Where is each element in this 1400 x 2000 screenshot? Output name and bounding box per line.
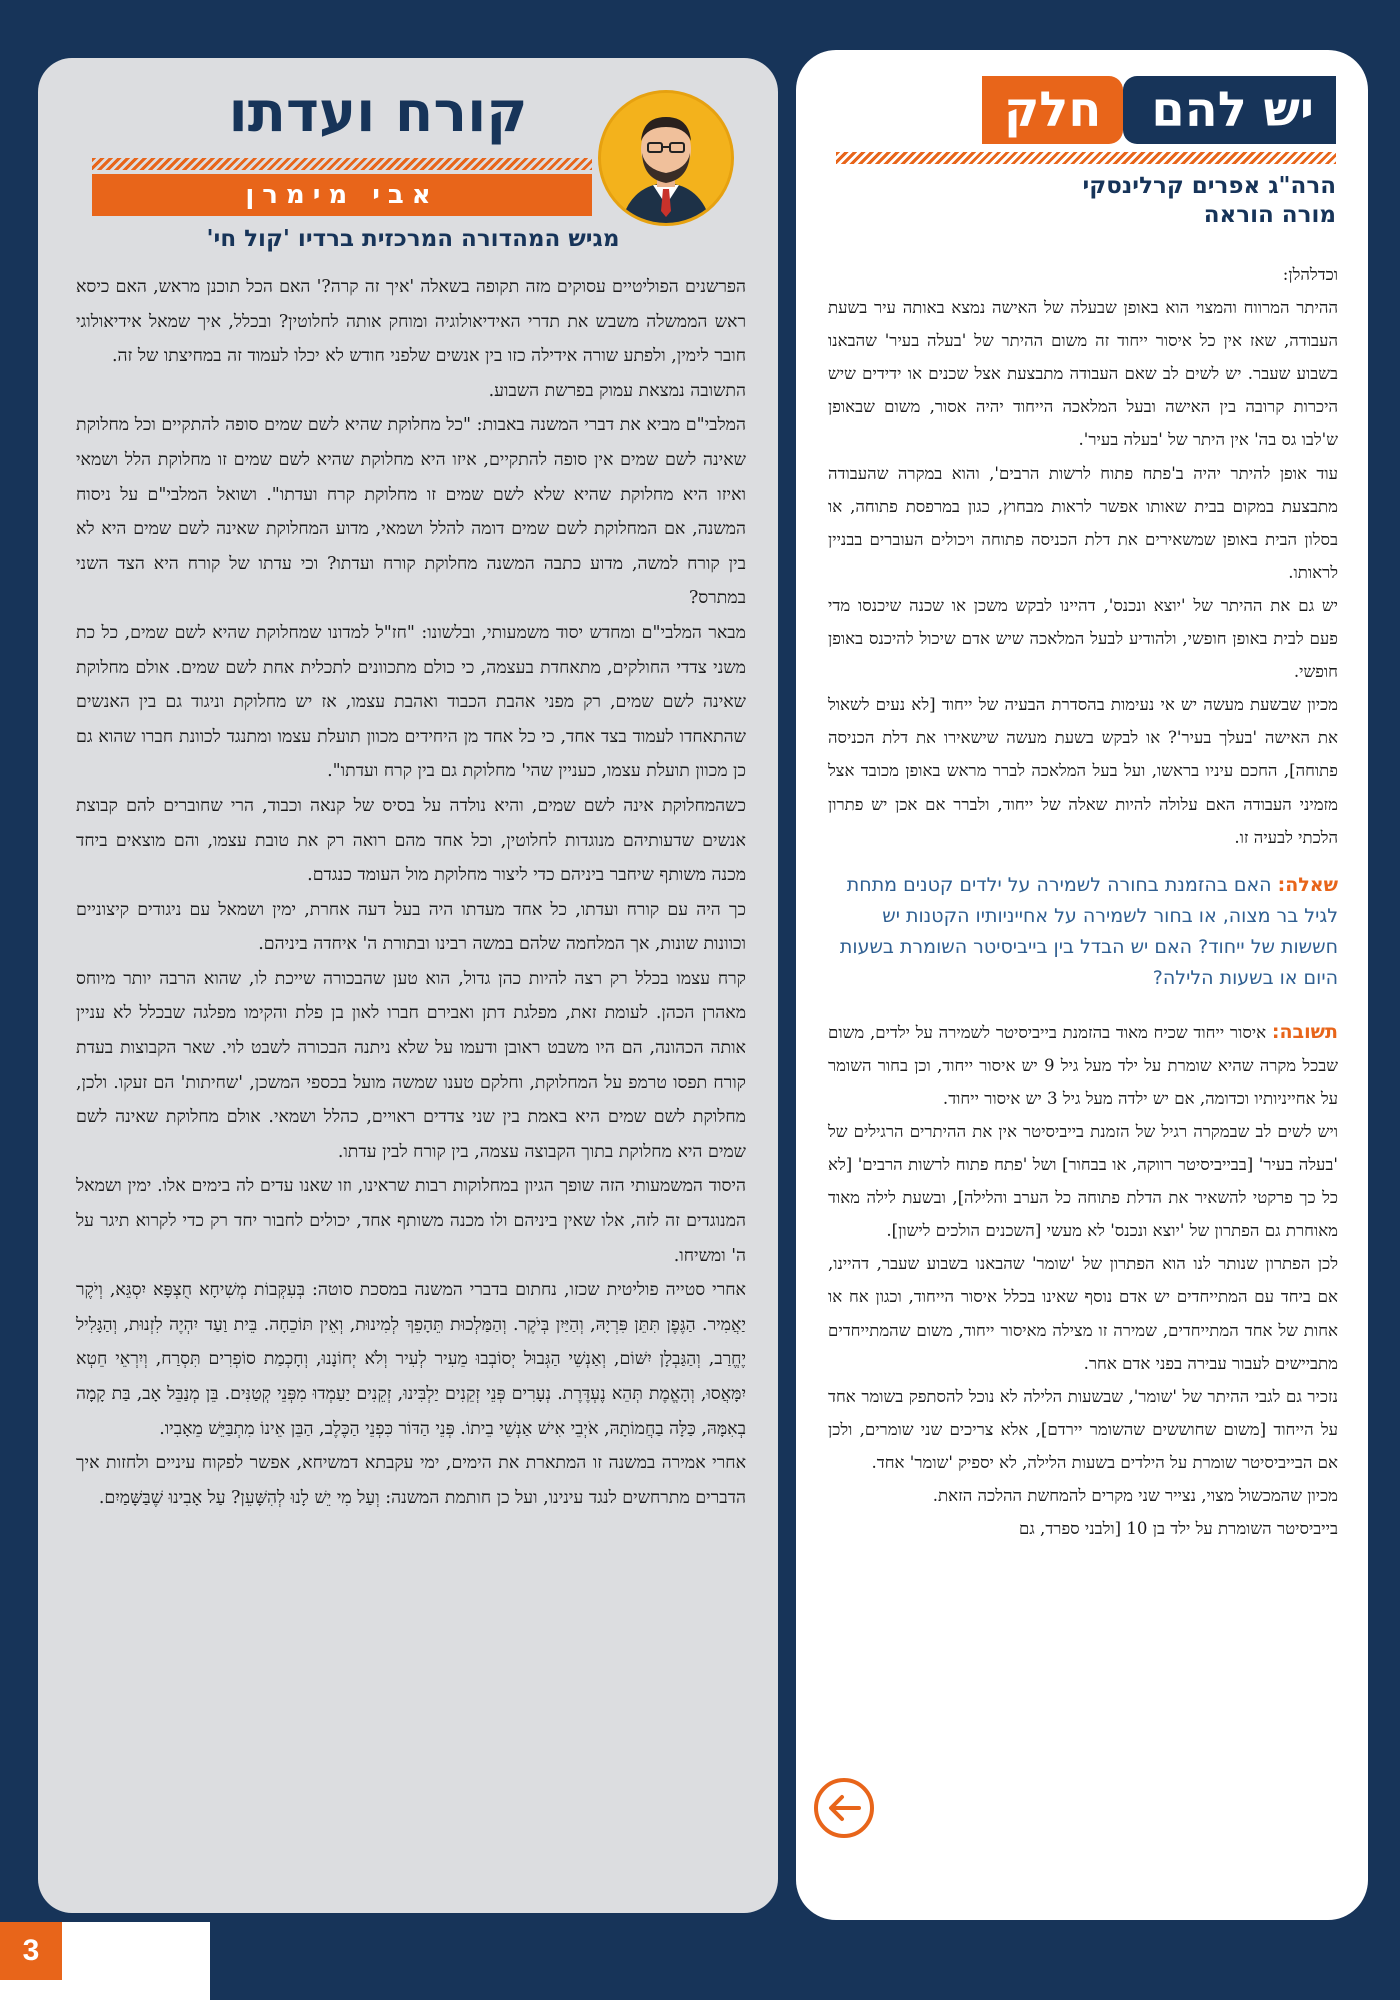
paragraph: ההיתר המרווח והמצוי הוא באופן שבעלה של האישה נמצא באותה עיר בשעת העבודה, שאז אין כל איסור ייחוד זה משום ההיתר של 'בעלה בעיר' שהבאנו בשבוע שעבר. יש לשים לב שאם העבודה מתבצעת אצל שכנים או ידידים שיש היכרות קרובה בין האישה ובעל המלאכה הייחוד יהיה אסור, משום שבאופן ש'לבו גס בה' אין היתר של 'בעלה בעיר'. xyxy=(828,298,1338,450)
column-title: קורח ועדתו xyxy=(228,80,528,145)
rabbi-name: הרה"ג אפרים קרלינסקי xyxy=(1082,173,1336,199)
question-label: שאלה: xyxy=(1277,873,1338,896)
answer-text: איסור ייחוד שכיח מאוד בהזמנת בייביסיטר לשמירה על ילדים, משום שבכל מקרה שהיא שומרת על ילד מעל גיל 9 יש איסור ייחוד, וכן בחור השומר על אחייניותיו וכדומה, אם יש ילדה מעל גיל 3 יש איסור ייחוד. xyxy=(828,1022,1338,1108)
paragraph: כך היה עם קורח ועדתו, כל אחד מעדתו היה בעל דעה אחרת, ימין ושמאל עם ניגודים קיצוניים וכוונות שונות, אך המלחמה שלהם במשה רבינו ובתורת ה' איחדה ביניהם. xyxy=(76,899,746,955)
halacha-column-card xyxy=(796,50,1368,1920)
paragraph: מכיון שבשעת מעשה יש אי נעימות בהסדרת הבעיה של ייחוד [לא נעים לשאול את האישה 'בעלך בעיר'? או לבקש בשעת מעשה שישאירו את דלת הכניסה פתוחה], החכם עיניו בראשו, ועל בעל המלאכה לברר מראש באופן מכובד אצל מזמיני העבודה האם עלולה להיות שאלה של ייחוד, ולברר אם אכן יש פתרון הלכתי לבעיה זו. xyxy=(828,695,1338,847)
rabbi-byline xyxy=(836,172,1336,230)
paragraph: כשהמחלוקת אינה לשם שמים, והיא נולדה על בסיס של קנאה וכבוד, הרי שחוברים להם קבוצת אנשים שדעותיהם מנוגדות לחלוטין, וכל אחד מהם רואה רק את טובת עצמו, והם מוצאים ביחד מכנה משותף שיחבר ביניהם כדי ליצור מחלוקת מול העומד כנגדם. xyxy=(76,795,746,886)
paragraph: המלבי"ם מביא את דברי המשנה באבות: "כל מחלוקת שהיא לשם שמים סופה להתקיים וכל מחלוקת שאינה לשם שמים אין סופה להתקיים, איזו היא מחלוקת שהיא לשם שמים זו מחלוקת הלל ושמאי ואיזו היא מחלוקת שהיא שלא לשם שמים זו מחלוקת קרח ועדתו". ושואל המלבי"ם על ניסוח המשנה, אם המחלוקת לשם שמים דומה להלל ושמאי, מדוע המחלוקת שאינה לשם שמים היא לא בין קורח למשה, מדוע כתבה המשנה מחלוקת קורח ועדתו? וכי עדתו של קורח היא הצד השני במתרס? xyxy=(76,415,746,609)
author-subtitle: מגיש המהדורה המרכזית ברדיו 'קול חי' xyxy=(206,226,620,252)
column-title xyxy=(982,76,1336,144)
author-name-bar: אבי מימרן xyxy=(92,174,592,216)
paragraph: מבאר המלבי"ם ומחדש יסוד משמעותי, ובלשונו: "חז"ל למדונו שמחלוקת שהיא לשם שמים, כל כת משני צדדי החולקים, מתאחדת בעצמה, כי כולם מתכוונים לתכלית אחת לשם שמים. אולם מחלוקת שאינה לשם שמים, רק מפני אהבת הכבוד ואהבת עצמו, אז יש מחלוקת וניגוד גם בין האנשים שהתאחדו לעמוד בצד אחד, כי כל אחד מן היחידים מכוון תועלת עצמו ומתנגד לכוונת חברו שהוא גם כן מכוון תועלת עצמו, כעניין שהי' מחלוקת גם בין קרח ועדתו". xyxy=(76,622,746,782)
paragraph: ויש לשים לב שבמקרה רגיל של הזמנת בייביסיטר אין את ההיתרים הרגילים של 'בעלה בעיר' [בבייביסיטר רווקה, או בבחור] ושל 'פתח פתוח לרשות הרבים' [לא כל כך פרקטי להשאיר את הדלת פתוחה כל הערב והלילה], ובשעת לילה מאוד מאוחרת גם הפתרון של 'יוצא ונכנס' לא מעשי [השכנים הולכים לישון]. xyxy=(828,1121,1338,1241)
question-text: האם בהזמנת בחורה לשמירה על ילדים קטנים מתחת לגיל בר מצוה, או בחור לשמירה על אחייניותיו הקטנות יש חששות של ייחוד? האם יש הבדל בין בייביסיטר השומרת בשעות היום או בשעות הלילה? xyxy=(839,873,1338,989)
paragraph: מכיון שהמכשול מצוי, נצייר שני מקרים להמחשת ההלכה הזאת. xyxy=(932,1486,1338,1505)
arrow-left-circle-icon[interactable] xyxy=(814,1778,874,1838)
rabbi-role: מורה הוראה xyxy=(1203,202,1336,228)
paragraph: נזכיר גם לגבי ההיתר של 'שומר', שבשעות הלילה לא נוכל להסתפק בשומר אחד על הייחוד [משום שחוששים שהשומר יירדם], אלא צריכים שני שומרים, ולכן אם הבייביסיטר שומרת על הילדים בשעות הלילה, לא יספיק 'שומר' אחד. xyxy=(828,1386,1338,1472)
paragraph: היסוד המשמעותי הזה שופך הגיון במחלוקות רבות שראינו, וזו שאנו עדים לה בימים אלו. ימין ושמאל המנוגדים זה לזה, אלו שאין ביניהם ולו מכנה משותף אחד, יכולים לחבור יחד רק כדי לקרוא תיגר על ה' ומשיחו. xyxy=(76,1176,746,1266)
page-number: 3 xyxy=(0,1922,62,1980)
decorative-stripes xyxy=(92,158,592,170)
paragraph: קרח עצמו בכלל רק רצה להיות כהן גדול, הוא טען שהבכורה שייכת לו, שהוא הרבה יותר מיוחס מאהרן הכהן. לעומת זאת, מפלגת דתן ואבירם חברו לאון בן פלת והקימו מפלגה שבכלל לא עניין אותה הכהונה, הם היו משבט ראובן ודעמו על שלא ניתנה הבכורה לשבט לוי. שאר הקבוצות בעדת קורח תפסו טרמפ על המחלוקת, וחלקם טענו שמשה מועל בכספי המשכן, 'שחיתות' הם זעקו. ולכן, מחלוקת לשם שמים היא באמת בין שני צדדים ראויים, כהלל ושמאי. אולם מחלוקת שאינה לשם שמים היא מחלוקת בתוך הקבוצה עצמה, בין קורח לבין עדתו. xyxy=(76,968,746,1162)
decorative-stripes xyxy=(836,152,1336,164)
paragraph: עוד אופן להיתר יהיה ב'פתח פתוח לרשות הרבים', והוא במקרה שהעבודה מתבצעת במקום בבית שאותו אפשר לראות מבחוץ, כגון במרפסת פתוחה, או בסלון הבית באופן שמשאירים את דלת הכניסה פתוחה ויכולים העוברים בבניין לראותו. xyxy=(828,463,1338,582)
answer-label: תשובה: xyxy=(1271,1020,1338,1043)
paragraph: אחרי אמירה במשנה זו המתארת את הימים, ימי עקבתא דמשיחא, אפשר לפקוח עיניים ולחזות איך הדברים מתרחשים לנגד עינינו, ועל כן חותמת המשנה: וְעַל מִי יֵשׁ לָנוּ לְהִשָּׁעֵן? עַל אָבִינוּ שֶׁבַּשָּׁמַיִם. xyxy=(76,1453,746,1508)
article-body xyxy=(828,258,1338,1545)
paragraph: התשובה נמצאת עמוק בפרשת השבוע. xyxy=(488,380,746,401)
intro-line: וכדלהלן: xyxy=(1282,265,1338,284)
paragraph: בייביסיטר השומרת על ילד בן 10 [ולבני ספרד, גם xyxy=(1018,1519,1338,1539)
title-part-navy: יש להם xyxy=(1123,76,1336,144)
question-block xyxy=(828,870,1338,994)
title-part-orange: חלק xyxy=(982,76,1123,144)
paragraph: אחרי סטייה פוליטית שכזו, נחתום בדברי המשנה במסכת סוטה: בְּעִקְּבוֹת מְשִׁיחָא חֻצְפָּא יִסְגֵּא, וְיֹקֶר יַאֲמִיר. הַגֶּפֶן תִּתֵּן פִּרְיָהּ, וְהַיַּיִן בְּיֹקֶר. וְהַמַּלְכוּת תֵּהָפֵךְ לְמִינוּת, וְאֵין תּוֹכֵחָה. בֵּית וַעַד יִהְיֶה לִזְנוּת, וְהַגָּלִיל יֶחֱרַב, וְהַגַּבְלָן יִשּׁוֹם, וְאַנְשֵׁי הַגְּבוּל יְסוֹבְבוּ מֵעִיר לְעִיר וְלֹא יְחוֹנָנוּ, וְחָכְמַת סוֹפְרִים תִּסְרַח, וְיִרְאֵי חֵטְא יִמָּאֲסוּ, וְהָאֱמֶת תְּהֵא נֶעְדֶּרֶת. נְעָרִים פְּנֵי זְקֵנִים יַלְבִּינוּ, זְקֵנִים יַעַמְדוּ מִפְּנֵי קְטַנִּים. בֵּן מְנַבֵּל אָב, בַּת קָמָה בְאִמָּהּ, כַּלָּה בַחֲמוֹתָהּ, אֹיְבֵי אִישׁ אַנְשֵׁי בֵיתוֹ. פְּנֵי הַדּוֹר כִּפְנֵי הַכֶּלֶב, הַבֵּן אֵינוֹ מִתְבַּיֵּשׁ מֵאָבִיו. xyxy=(76,1280,746,1439)
article-body xyxy=(76,270,746,1900)
paragraph: הפרשנים הפוליטיים עסוקים מזה תקופה בשאלה 'איך זה קרה?' האם הכל תוכנן מראש, האם כיסא ראש הממשלה משבש את תדרי האידיאולוגיה ומוחק אותה לחלוטין? ובכלל, איך שמאל אידיאולוגי חובר לימין, ולפתע שורה אידילה כזו בין אנשים שלפני חודש לא יכלו לעמוד זה במחיצתו של זה. xyxy=(76,277,746,367)
paragraph: יש גם את ההיתר של 'יוצא ונכנס', דהיינו לבקש משכן או שכנה שיכנסו מדי פעם לבית באופן חופשי, ולהודיע לבעל המלאכה שיש אדם שיכול להיכנס באופן חופשי. xyxy=(828,595,1338,682)
paragraph: לכן הפתרון שנותר לנו הוא הפתרון של 'שומר' שהבאנו בשבוע שעבר, דהיינו, אם ביחד עם המתייחדים יש אדם נוסף שאינו בכלל איסור הייחוד, וכגון אח או אחות של אחד המתייחדים, שמירה זו מצילה מאיסור ייחוד, משום שהמתייחדים מתביישים לעבור עבירה בפני אדם אחר. xyxy=(828,1254,1338,1373)
author-avatar xyxy=(598,90,734,226)
answer-paragraph xyxy=(828,1016,1338,1115)
opinion-column-card xyxy=(38,58,778,1913)
